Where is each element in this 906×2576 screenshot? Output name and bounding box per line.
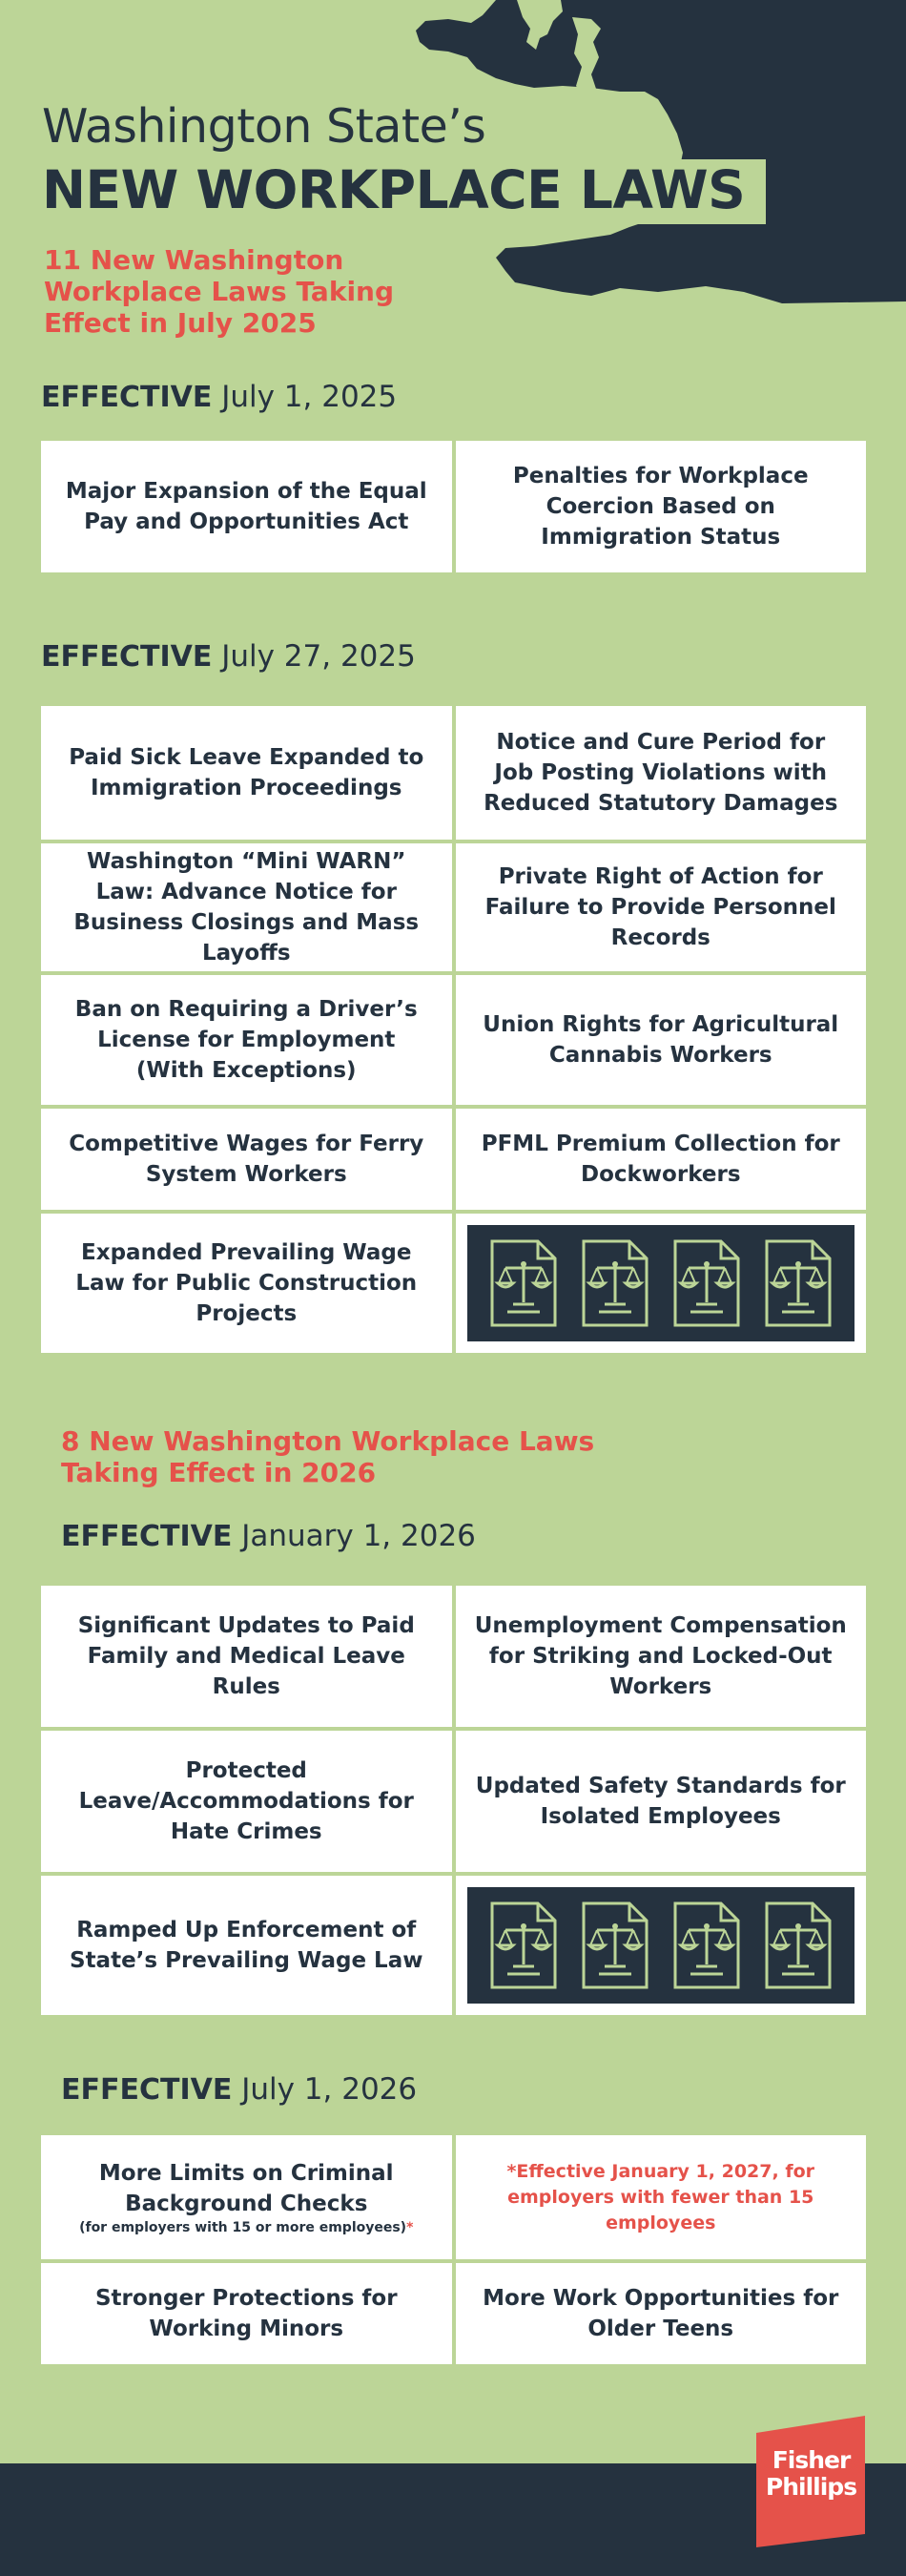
law-cell: Private Right of Action for Failure to Provide Personnel Records: [456, 843, 867, 971]
scales-of-justice-document-icon: [671, 1237, 742, 1329]
effective-heading-july-1-2025: [41, 380, 397, 414]
law-cell: Stronger Protections for Working Minors: [41, 2263, 452, 2364]
scales-of-justice-document-icon: [580, 1237, 650, 1329]
scales-of-justice-document-icon: [763, 1900, 834, 1991]
law-cell: Ban on Requiring a Driver’s License for Employment (With Exceptions): [41, 975, 452, 1105]
law-cell: Updated Safety Standards for Isolated Employees: [456, 1731, 867, 1872]
law-cell: [41, 2135, 452, 2259]
effective-label: EFFECTIVE: [41, 381, 213, 414]
scales-of-justice-document-icon: [488, 1237, 559, 1329]
effective-heading-january-1-2026: [61, 1519, 476, 1553]
law-cell: PFML Premium Collection for Dockworkers: [456, 1109, 867, 1210]
law-cell: Penalties for Workplace Coercion Based on Immigration Status: [456, 441, 867, 572]
laws-grid-july-1-2026: [41, 2135, 866, 2364]
subtitle-2025: 11 New Washington Workplace Laws Taking Effect in July 2025: [44, 244, 395, 339]
law-cell: Expanded Prevailing Wage Law for Public Construction Projects: [41, 1214, 452, 1353]
law-cell-footnote: *Effective January 1, 2027, for employers with fewer than 15 employees: [456, 2135, 867, 2259]
headline-line-2: NEW WORKPLACE LAWS: [42, 159, 766, 224]
subtitle-2026: 8 New Washington Workplace Laws Taking Effect in 2026: [61, 1425, 595, 1488]
effective-label: EFFECTIVE: [61, 1520, 233, 1553]
law-cell: Protected Leave/Accommodations for Hate Crimes: [41, 1731, 452, 1872]
law-cell: More Work Opportunities for Older Teens: [456, 2263, 867, 2364]
law-cell: Washington “Mini WARN” Law: Advance Notice for Business Closings and Mass Layoffs: [41, 843, 452, 971]
effective-heading-july-1-2026: [61, 2072, 417, 2107]
laws-grid-july-27-2025: [41, 706, 866, 1353]
effective-date: July 1, 2026: [241, 2072, 418, 2107]
scales-icon-strip: [467, 1887, 855, 2004]
effective-date: January 1, 2026: [241, 1519, 476, 1553]
icon-cell: [456, 1876, 867, 2015]
law-cell: Major Expansion of the Equal Pay and Opportunities Act: [41, 441, 452, 572]
effective-label: EFFECTIVE: [41, 640, 213, 674]
fisher-phillips-logo-text: Fisher Phillips: [765, 2446, 857, 2501]
law-cell: Competitive Wages for Ferry System Workers: [41, 1109, 452, 1210]
law-cell: Union Rights for Agricultural Cannabis Workers: [456, 975, 867, 1105]
icon-cell: [456, 1214, 867, 1353]
law-cell: Paid Sick Leave Expanded to Immigration Proceedings: [41, 706, 452, 840]
law-cell: Significant Updates to Paid Family and Medical Leave Rules: [41, 1586, 452, 1727]
laws-grid-january-1-2026: [41, 1586, 866, 2015]
page-headline: [42, 99, 766, 224]
laws-grid-july-1-2025: [41, 441, 866, 572]
scales-of-justice-document-icon: [488, 1900, 559, 1991]
effective-label: EFFECTIVE: [61, 2073, 233, 2107]
scales-of-justice-document-icon: [671, 1900, 742, 1991]
law-cell-title: More Limits on Criminal Background Checks: [98, 2161, 394, 2216]
scales-of-justice-document-icon: [580, 1900, 650, 1991]
law-cell: Ramped Up Enforcement of State’s Prevailing Wage Law: [41, 1876, 452, 2015]
headline-line-1: Washington State’s: [42, 99, 486, 154]
law-cell: Unemployment Compensation for Striking and Locked-Out Workers: [456, 1586, 867, 1727]
note-asterisk: *: [406, 2220, 414, 2235]
law-cell-note: [60, 2219, 433, 2236]
law-cell: Notice and Cure Period for Job Posting Violations with Reduced Statutory Damages: [456, 706, 867, 840]
effective-heading-july-27-2025: [41, 639, 416, 674]
note-text: (for employers with 15 or more employees): [79, 2220, 407, 2235]
scales-of-justice-document-icon: [763, 1237, 834, 1329]
scales-icon-strip: [467, 1225, 855, 1341]
effective-date: July 27, 2025: [221, 639, 416, 674]
effective-date: July 1, 2025: [221, 380, 398, 414]
